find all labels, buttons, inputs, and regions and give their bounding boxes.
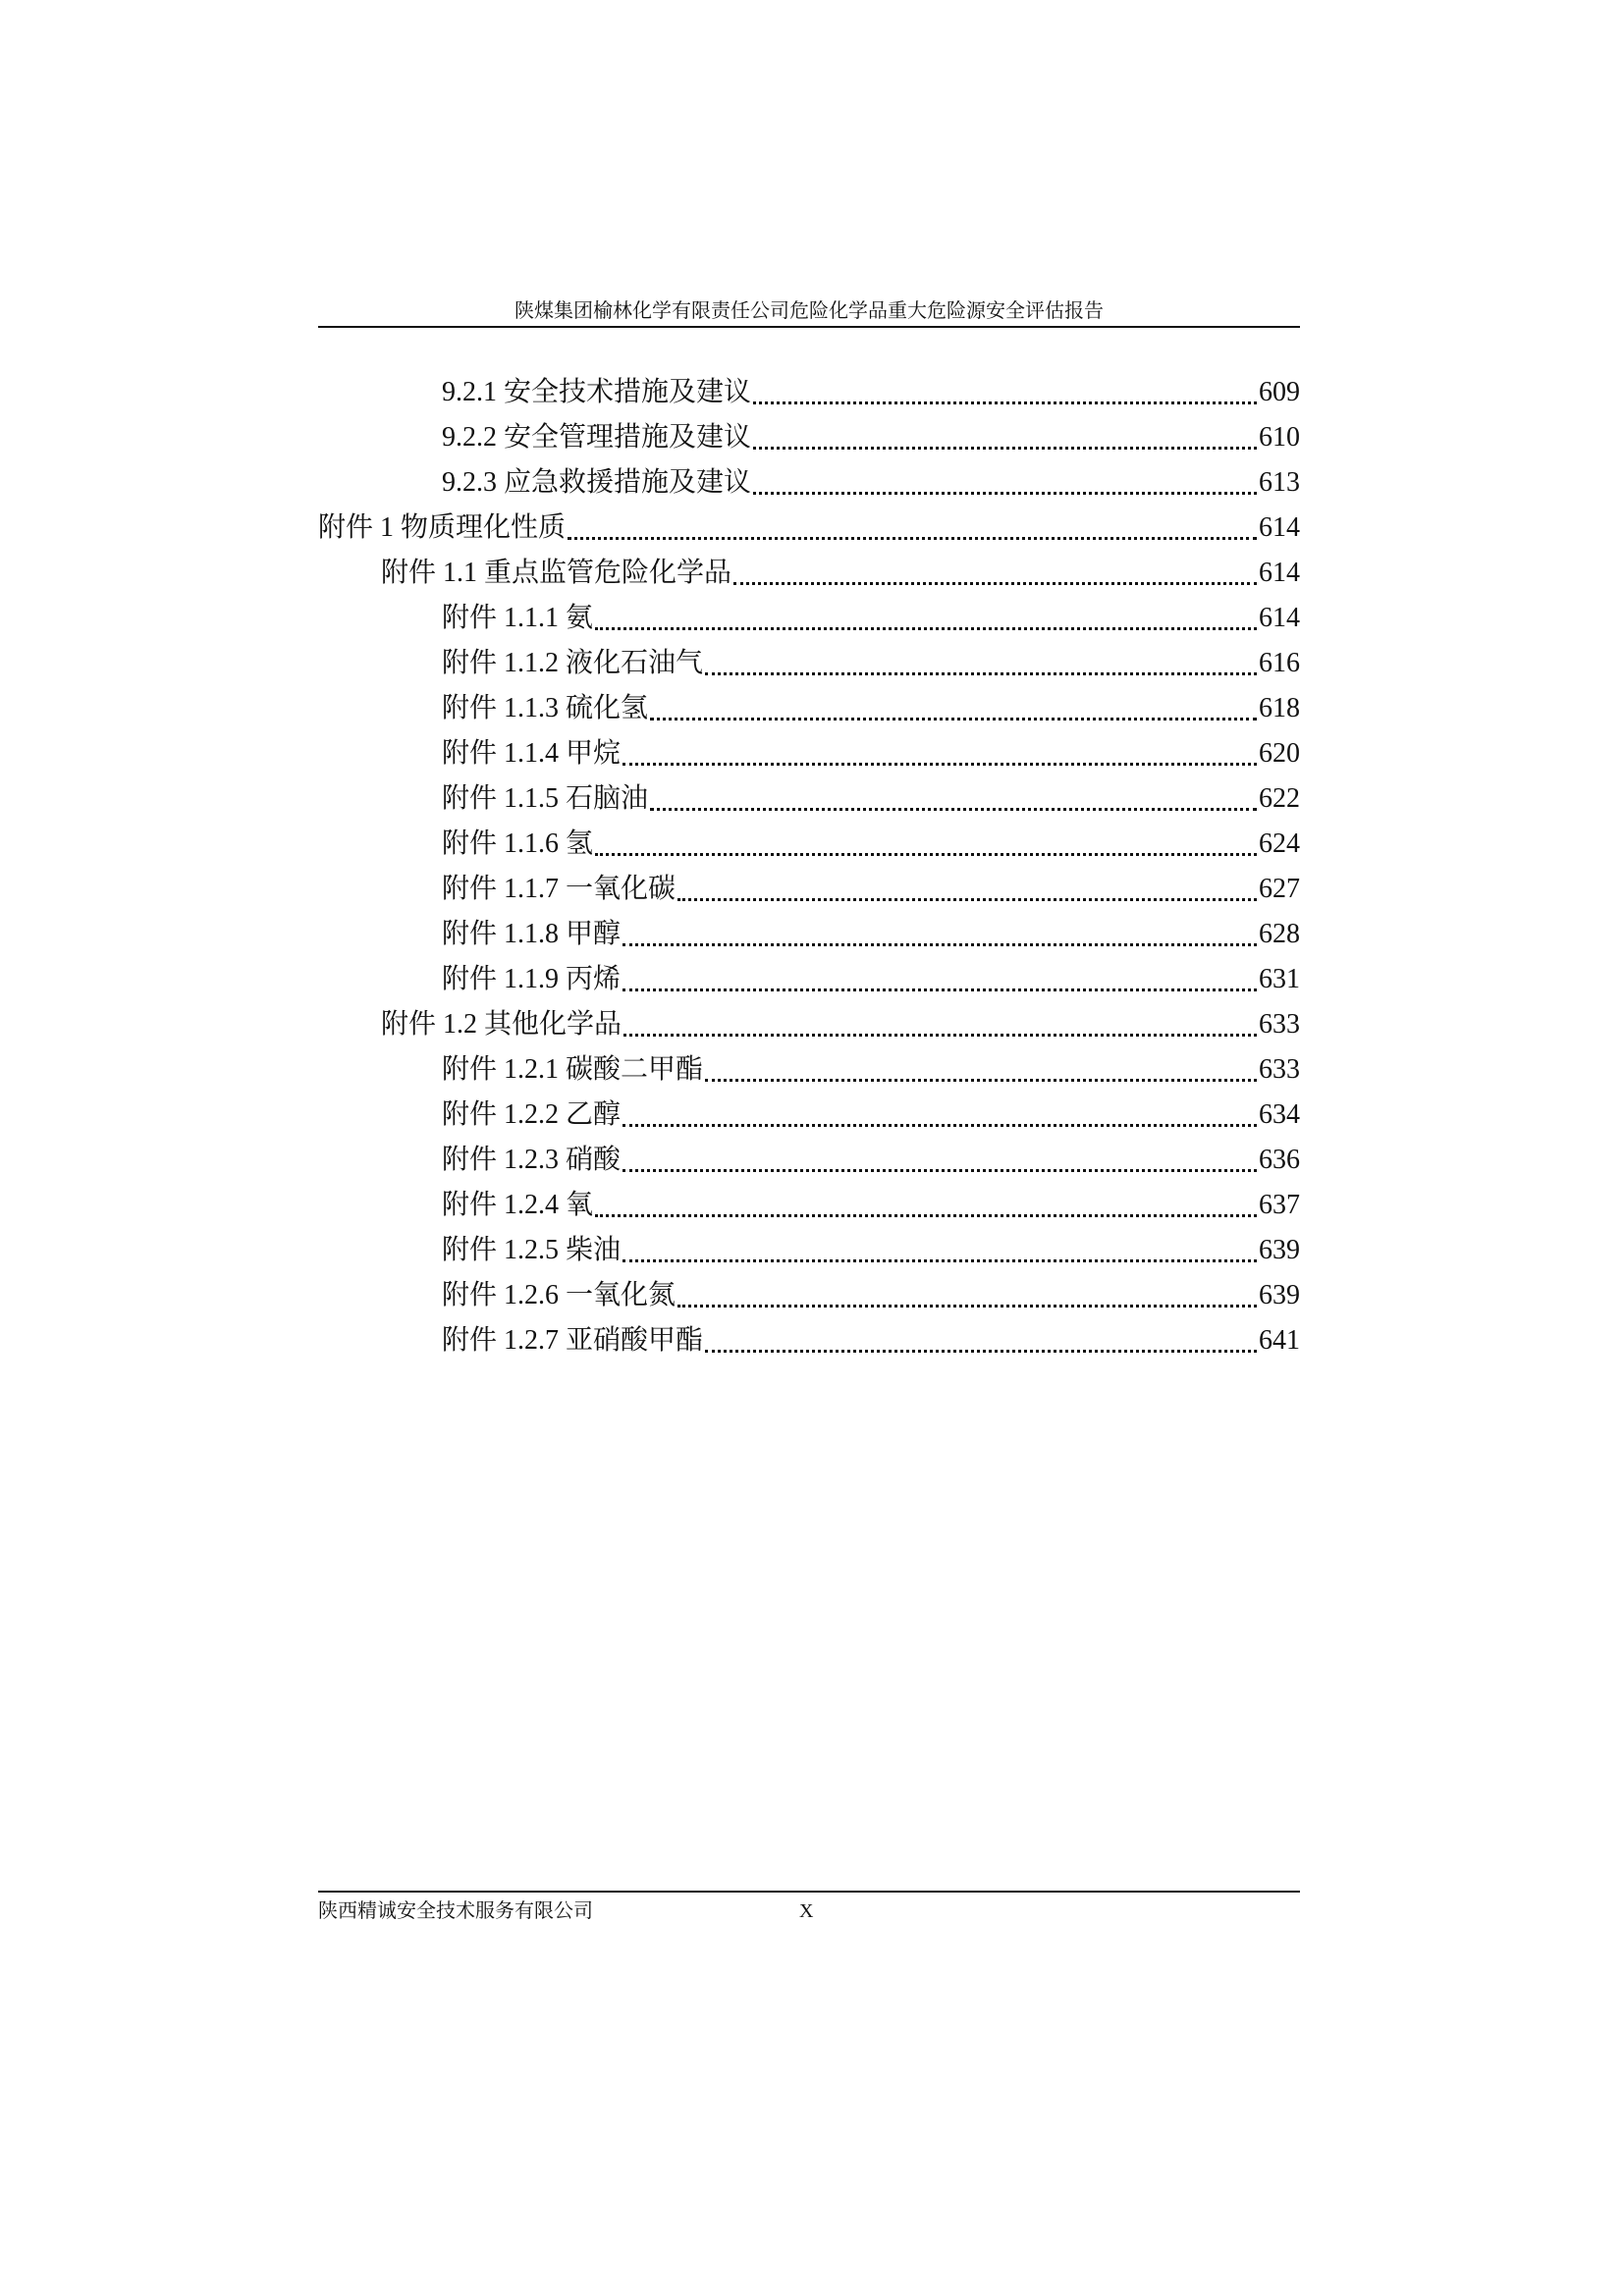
toc-entry-title: 附件 1.1.5 石脑油 [442,783,649,814]
dot-leader [705,643,1257,675]
toc-entry-page: 624 [1259,828,1300,859]
toc-entry-title: 附件 1.1.4 甲烷 [442,738,622,769]
dot-leader [595,824,1257,856]
toc-entry-page: 634 [1259,1099,1300,1130]
footer-company: 陕西精诚安全技术服务有限公司 [318,1900,593,1922]
toc-entry-page: 639 [1259,1280,1300,1310]
dot-leader [623,959,1257,991]
toc-entry[interactable] [318,554,1300,593]
toc-entry[interactable] [318,870,1300,909]
dot-leader [705,1049,1257,1082]
toc-entry-title: 附件 1.2.2 乙醇 [442,1099,622,1130]
toc-entry[interactable] [318,689,1300,728]
toc-entry-page: 637 [1259,1190,1300,1220]
toc-entry-page: 614 [1259,603,1300,633]
dot-leader [623,733,1257,766]
toc-entry-title: 附件 1.1.7 一氧化碳 [442,874,677,904]
toc-entry-title: 9.2.1 安全技术措施及建议 [442,377,752,407]
dot-leader [623,1140,1257,1172]
toc-entry-page: 628 [1259,919,1300,949]
toc-entry-title: 附件 1.2.1 碳酸二甲酯 [442,1054,704,1085]
toc-entry[interactable] [318,734,1300,774]
toc-entry-page: 620 [1259,738,1300,769]
toc-entry-title: 附件 1.2.6 一氧化氮 [442,1280,677,1310]
toc-entry-title: 附件 1.1 重点监管危险化学品 [381,558,732,588]
dot-leader [623,1230,1257,1262]
toc-entry-page: 633 [1259,1009,1300,1040]
toc-entry-page: 618 [1259,693,1300,723]
toc-entry[interactable] [318,1141,1300,1180]
toc-entry-title: 附件 1.1.3 硫化氢 [442,693,649,723]
toc-entry[interactable] [318,418,1300,457]
dot-leader [568,507,1257,540]
dot-leader [733,553,1257,585]
toc-entry-title: 附件 1.1.9 丙烯 [442,964,622,994]
toc-entry-page: 633 [1259,1054,1300,1085]
toc-entry-title: 附件 1.2 其他化学品 [381,1009,623,1040]
dot-leader [650,778,1257,811]
toc-entry-page: 627 [1259,874,1300,904]
dot-leader [753,372,1257,404]
toc-entry-title: 附件 1.1.1 氨 [442,603,594,633]
toc-entry[interactable] [318,825,1300,864]
toc-entry-title: 附件 1.2.7 亚硝酸甲酯 [442,1325,704,1356]
header-title: 陕煤集团榆林化学有限责任公司危险化学品重大危险源安全评估报告 [514,300,1104,322]
dot-leader [650,688,1257,721]
toc-entry-page: 613 [1259,467,1300,498]
dot-leader [595,1185,1257,1217]
toc-entry[interactable] [318,508,1300,548]
toc-entry-title: 附件 1 物质理化性质 [318,512,567,543]
toc-entry[interactable] [318,1005,1300,1044]
toc-entry-page: 639 [1259,1235,1300,1265]
toc-entry-page: 622 [1259,783,1300,814]
dot-leader [753,462,1257,495]
toc-entry-page: 609 [1259,377,1300,407]
toc-entry[interactable] [318,1276,1300,1315]
page-footer [318,1891,1300,1928]
toc-entry[interactable] [318,960,1300,999]
toc-entry[interactable] [318,463,1300,503]
toc-entry[interactable] [318,779,1300,819]
dot-leader [623,1095,1257,1127]
dot-leader [753,417,1257,450]
toc-entry[interactable] [318,1186,1300,1225]
dot-leader [705,1320,1257,1353]
dot-leader [677,1275,1257,1308]
toc-entry-title: 附件 1.1.8 甲醇 [442,919,622,949]
toc-entry[interactable] [318,599,1300,638]
toc-entry-page: 610 [1259,422,1300,453]
toc-entry-title: 附件 1.2.3 硝酸 [442,1145,622,1175]
toc-entry[interactable] [318,915,1300,954]
toc-entry[interactable] [318,1095,1300,1135]
toc-entry-page: 641 [1259,1325,1300,1356]
dot-leader [623,1004,1257,1037]
dot-leader [623,914,1257,946]
toc-entry-title: 9.2.3 应急救援措施及建议 [442,467,752,498]
toc-entry-title: 附件 1.1.6 氢 [442,828,594,859]
toc-entry-title: 附件 1.2.4 氧 [442,1190,594,1220]
toc-entry-page: 636 [1259,1145,1300,1175]
dot-leader [677,869,1257,901]
page-header [318,296,1300,328]
toc-entry[interactable] [318,373,1300,412]
toc-entry[interactable] [318,1050,1300,1090]
toc-entry-page: 631 [1259,964,1300,994]
toc-entry-title: 9.2.2 安全管理措施及建议 [442,422,752,453]
dot-leader [595,598,1257,630]
toc-entry[interactable] [318,1231,1300,1270]
toc-entry-page: 616 [1259,648,1300,678]
toc-entry[interactable] [318,1321,1300,1361]
footer-page-number: X [799,1900,814,1922]
toc-entry-title: 附件 1.1.2 液化石油气 [442,648,704,678]
toc-entry-page: 614 [1259,512,1300,543]
toc-entry-title: 附件 1.2.5 柴油 [442,1235,622,1265]
toc-entry-page: 614 [1259,558,1300,588]
toc-entry[interactable] [318,644,1300,683]
